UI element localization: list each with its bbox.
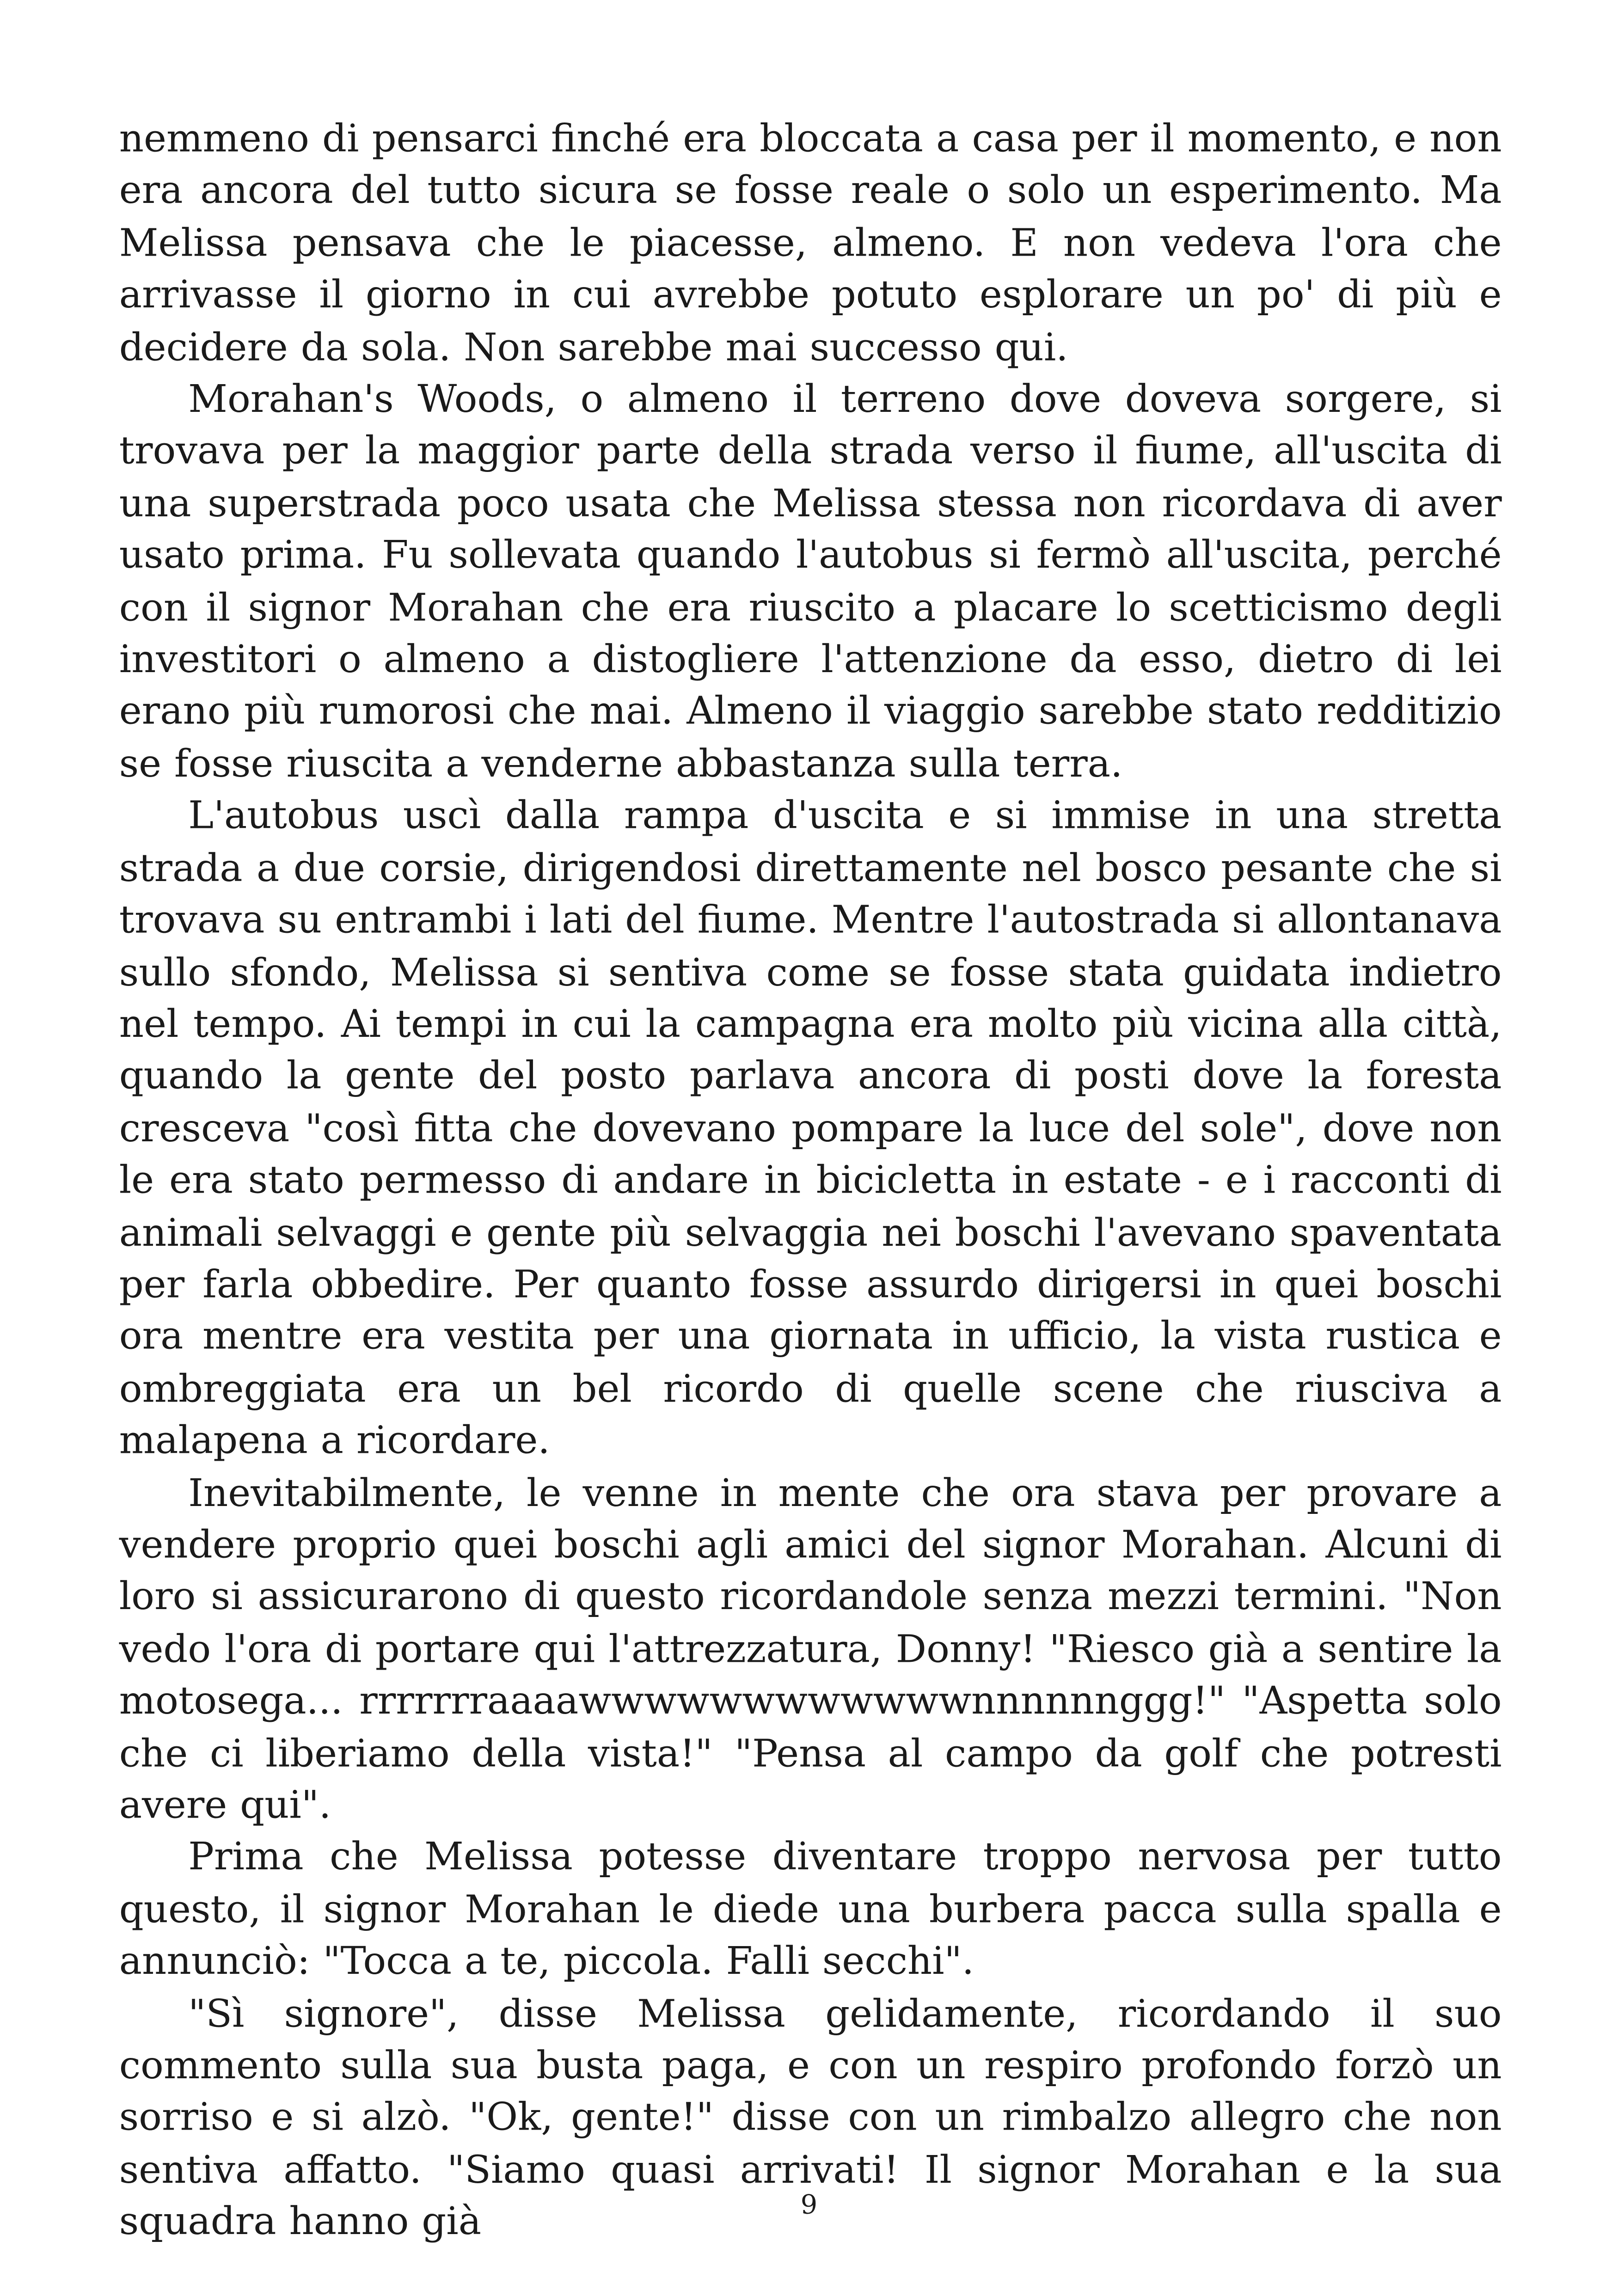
paragraph: nemmeno di pensarci finché era bloccata a casa per il momento, e non era ancora del tutto sicura se fosse reale o solo un esperimento. Ma Melissa pensava che le piacesse, almeno. E non vedeva l'ora che arrivasse il giorno in cui avrebbe potuto esplorare un po' di più e decidere da sola. Non sarebbe mai successo qui. bbox=[119, 117, 1502, 370]
paragraph: L'autobus uscì dalla rampa d'uscita e si immise in una stretta strada a due corsie, dirigendosi direttamente nel bosco pesante che si trovava su entrambi i lati del fiume. Mentre l'autostrada si allontanava sullo sfondo, Melissa si sentiva come se fosse stata guidata indietro nel tempo. Ai tempi in cui la campagna era molto più vicina alla città, quando la gente del posto parlava ancora di posti dove la foresta cresceva "così fitta che dovevano pompare la luce del sole", dove non le era stato permesso di andare in bicicletta in estate - e i racconti di animali selvaggi e gente più selvaggia nei boschi l'avevano spaventata per farla obbedire. Per quanto fosse assurdo dirigersi in quei boschi ora mentre era vestita per una giornata in ufficio, la vista rustica e ombreggiata era un bel ricordo di quelle scene che riusciva a malapena a ricordare. bbox=[119, 795, 1502, 1464]
page-number: 9 bbox=[800, 2190, 818, 2221]
paragraph: Morahan's Woods, o almeno il terreno dove doveva sorgere, si trovava per la maggior parte della strada verso il fiume, all'uscita di una superstrada poco usata che Melissa stessa non ricordava di aver usato prima. Fu sollevata quando l'autobus si fermò all'uscita, perché con il signor Morahan che era riuscito a placare lo scetticismo degli investitori o almeno a distogliere l'attenzione da esso, dietro di lei erano più rumorosi che mai. Almeno il viaggio sarebbe stato redditizio se fosse riuscita a venderne abbastanza sulla terra. bbox=[119, 378, 1502, 787]
body-text bbox=[119, 115, 1502, 2250]
paragraph: "Sì signore", disse Melissa gelidamente, ricordando il suo commento sulla sua busta paga, e con un respiro profondo forzò un sorriso e si alzò. "Ok, gente!" disse con un rimbalzo allegro che non sentiva affatto. "Siamo quasi arrivati! Il signor Morahan e la sua squadra hanno già bbox=[119, 1992, 1502, 2245]
paragraph: Prima che Melissa potesse diventare troppo nervosa per tutto questo, il signor Morahan le diede una burbera pacca sulla spalla e annunciò: "Tocca a te, piccola. Falli secchi". bbox=[119, 1836, 1502, 1984]
paragraph: Inevitabilmente, le venne in mente che ora stava per provare a vendere proprio quei boschi agli amici del signor Morahan. Alcuni di loro si assicurarono di questo ricordandole senza mezzi termini. "Non vedo l'ora di portare qui l'attrezzatura, Donny! "Riesco già a sentire la motosega... rrrrrrraaaawwwwwwwwwwwwnnnnnnggg!" "Aspetta solo che ci liberiamo della vista!" "Pensa al campo da golf che potresti avere qui". bbox=[119, 1471, 1502, 1828]
